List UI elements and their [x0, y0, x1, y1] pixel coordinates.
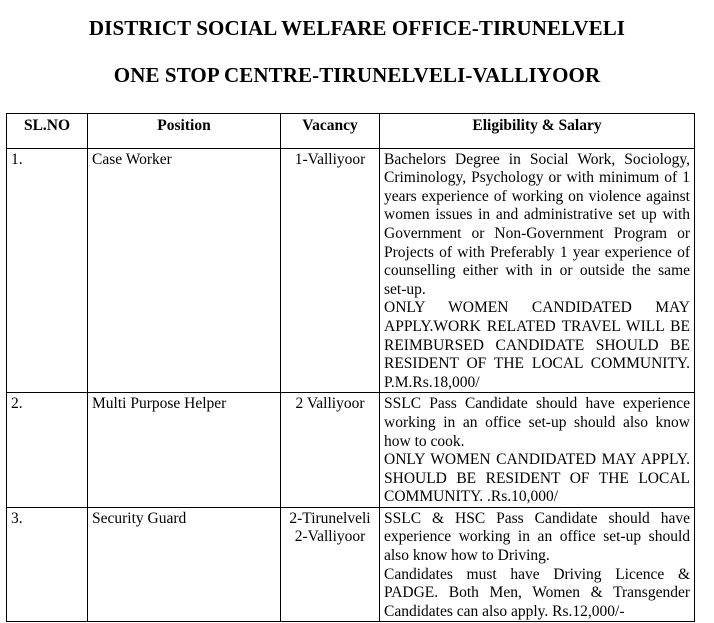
table-row [7, 393, 695, 508]
row-sl-no: 1. [7, 148, 88, 393]
row-vacancy [281, 393, 380, 508]
header-eligibility-salary: Eligibility & Salary [380, 114, 695, 149]
header-position: Position [88, 114, 281, 149]
vacancy-line: 1-Valliyoor [294, 150, 366, 168]
row-position: Security Guard [88, 507, 281, 622]
row-eligibility [380, 393, 695, 508]
row-sl-no: 3. [7, 507, 88, 622]
header-vacancy: Vacancy [281, 114, 380, 149]
row-vacancy [281, 148, 380, 393]
row-eligibility [380, 148, 695, 393]
table-header-row [7, 114, 695, 149]
vacancy-line: 2-Valliyoor [294, 528, 366, 546]
centre-title: ONE STOP CENTRE-TIRUNELVELI-VALLIYOOR [113, 63, 601, 87]
eligibility-text: Bachelors Degree in Social Work, Sociology, Criminology, Psychology or with minimum of 1 years experience of working on violence against women issues in and administrative set up with Government or Non-Government Program or Projects of with Preferably 1 year experience of counselling either with in or outside the same set-up. [384, 150, 690, 298]
row-eligibility [380, 507, 695, 622]
eligibility-text: SSLC Pass Candidate should have experience working in an office set-up should also know how to cook. [384, 395, 690, 450]
vacancy-line: 2-Tirunelveli [289, 509, 371, 527]
office-title: DISTRICT SOCIAL WELFARE OFFICE-TIRUNELVELI [88, 16, 626, 40]
row-vacancy [281, 507, 380, 622]
eligibility-text: SSLC & HSC Pass Candidate should have experience working in an office set-up should also know how to Driving. [384, 509, 690, 565]
row-position: Case Worker [88, 148, 281, 393]
row-sl-no: 2. [7, 393, 88, 508]
table-row [7, 507, 695, 622]
vacancy-line: 2 Valliyoor [295, 395, 365, 413]
row-position: Multi Purpose Helper [88, 393, 281, 508]
eligibility-conditions: ONLY WOMEN CANDIDATED MAY APPLY.WORK RELATED TRAVEL WILL BE REIMBURSED CANDIDATE SHOULD BE RESIDENT OF THE LOCAL COMMUNITY. P.M.Rs.18,000/ [384, 299, 690, 391]
vacancy-table [6, 113, 695, 622]
eligibility-conditions: ONLY WOMEN CANDIDATED MAY APPLY. SHOULD BE RESIDENT OF THE LOCAL COMMUNITY. .Rs.10,000/ [384, 451, 690, 506]
table-row [7, 148, 695, 393]
eligibility-conditions: Candidates must have Driving Licence & PADGE. Both Men, Women & Transgender Candidates can also apply. Rs.12,000/- [384, 565, 690, 620]
header-sl-no: SL.NO [7, 114, 88, 149]
